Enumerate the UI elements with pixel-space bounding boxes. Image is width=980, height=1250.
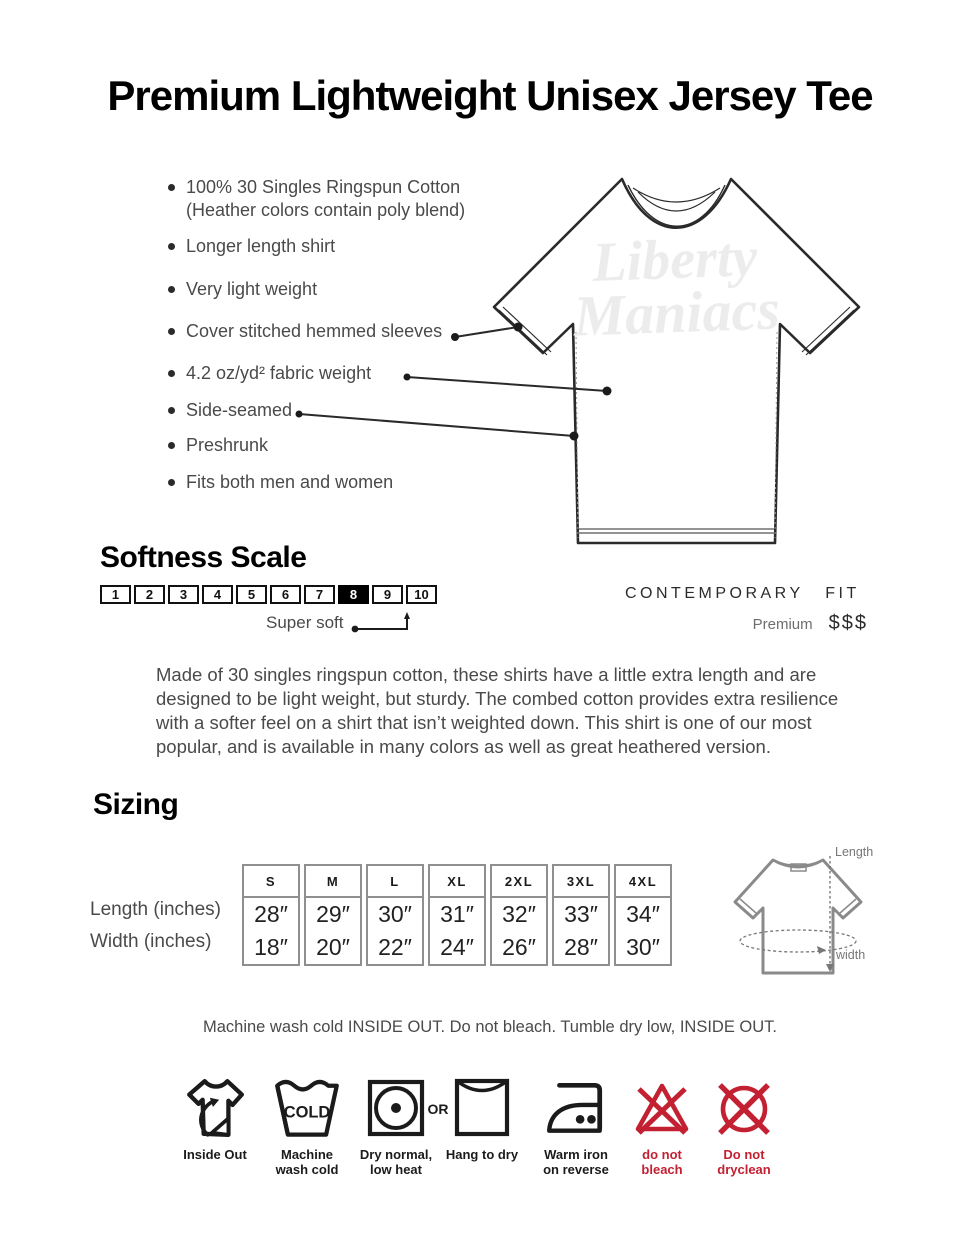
feature-text: Fits both men and women <box>186 472 394 492</box>
machine-wash-cold-icon <box>273 1075 341 1141</box>
care-item-do-not-bleach <box>618 1075 706 1177</box>
scale-box-2: 2 <box>134 585 165 604</box>
care-item-machine-wash <box>262 1075 352 1177</box>
warm-iron-icon <box>543 1075 609 1141</box>
care-item-inside-out <box>170 1075 260 1163</box>
scale-box-8-active: 8 <box>338 585 369 604</box>
care-label: Warm iron on reverse <box>543 1147 609 1177</box>
size-header: 4XL <box>616 866 670 898</box>
size-header: L <box>368 866 422 898</box>
length-diagram-label: Length <box>835 845 874 859</box>
care-label: Inside Out <box>183 1147 247 1162</box>
size-col-l <box>366 864 424 966</box>
length-row-label: Length (inches) <box>90 899 221 920</box>
care-item-hang-dry <box>438 1075 526 1163</box>
care-label: do not bleach <box>641 1147 683 1177</box>
length-value: 30″ <box>378 901 412 927</box>
care-item-warm-iron <box>528 1075 624 1177</box>
care-label: Machine wash cold <box>275 1147 339 1177</box>
size-col-xl <box>428 864 486 966</box>
size-col-4xl <box>614 864 672 966</box>
size-col-s <box>242 864 300 966</box>
fit-tier: Premium <box>752 616 813 633</box>
page-title: Premium Lightweight Unisex Jersey Tee <box>107 72 873 119</box>
care-item-tumble-dry <box>352 1075 440 1177</box>
product-description: Made of 30 singles ringspun cotton, these shirts have a little extra length and are designed to be light weight, but sturdy. The combed cotton provides extra resilience with a softer feel on a shirt that isn’t weighted down. This shirt is one of our most popular, and is available in many colors as well as great heathered version. <box>156 664 839 757</box>
size-header: M <box>306 866 360 898</box>
scale-box-4: 4 <box>202 585 233 604</box>
length-value: 29″ <box>316 901 350 927</box>
width-value: 28″ <box>564 934 598 960</box>
width-value: 30″ <box>626 934 660 960</box>
length-value: 31″ <box>440 901 474 927</box>
softness-scale-heading: Softness Scale <box>100 541 307 574</box>
care-or-label: OR <box>427 1101 449 1117</box>
leader-lines <box>299 327 607 436</box>
fit-label: CONTEMPORARY FIT <box>625 585 860 602</box>
width-row-label: Width (inches) <box>90 931 212 952</box>
scale-box-7: 7 <box>304 585 335 604</box>
do-not-dryclean-icon <box>712 1075 776 1141</box>
feature-text: Preshrunk <box>186 435 269 455</box>
super-soft-arrow-icon <box>350 612 416 638</box>
width-value: 18″ <box>254 934 288 960</box>
softness-scale <box>100 585 437 604</box>
feature-text: Very light weight <box>186 279 318 299</box>
fit-price: $$$ <box>828 612 868 634</box>
hang-to-dry-icon <box>452 1075 512 1141</box>
sizing-heading: Sizing <box>93 788 179 821</box>
width-value: 24″ <box>440 934 474 960</box>
feature-text: 4.2 oz/yd² fabric weight <box>186 363 372 383</box>
length-value: 32″ <box>502 901 536 927</box>
size-table <box>242 864 672 966</box>
watermark-logo <box>570 225 781 348</box>
watermark-line2: Maniacs <box>572 276 781 349</box>
size-col-2xl <box>490 864 548 966</box>
feature-text: Side-seamed <box>186 400 293 420</box>
size-diagram <box>725 838 890 988</box>
feature-text: Longer length shirt <box>186 236 336 256</box>
care-instructions: Machine wash cold INSIDE OUT. Do not bleach. Tumble dry low, INSIDE OUT. <box>202 1018 778 1036</box>
care-label: Dry normal, low heat <box>359 1147 433 1177</box>
watermark-line1: Liberty <box>591 226 759 294</box>
feature-text: Cover stitched hemmed sleeves <box>186 321 443 341</box>
care-label: Hang to dry <box>445 1147 519 1162</box>
super-soft-annotation <box>266 612 416 638</box>
feature-text: 100% 30 Singles Ringspun Cotton (Heather colors contain poly blend) <box>186 177 466 220</box>
tshirt-illustration <box>0 150 980 560</box>
care-item-do-not-dryclean <box>700 1075 788 1177</box>
width-diagram-label: width <box>836 948 866 962</box>
width-value: 20″ <box>316 934 350 960</box>
leader-dots <box>296 323 612 441</box>
scale-box-3: 3 <box>168 585 199 604</box>
size-header: S <box>244 866 298 898</box>
do-not-bleach-icon <box>630 1075 694 1141</box>
cold-badge: COLD <box>283 1103 331 1122</box>
size-col-m <box>304 864 362 966</box>
inside-out-icon <box>182 1075 248 1141</box>
super-soft-label: Super soft <box>266 613 344 632</box>
care-label: Do not dryclean <box>717 1147 771 1177</box>
width-value: 26″ <box>502 934 536 960</box>
scale-box-5: 5 <box>236 585 267 604</box>
length-value: 33″ <box>564 901 598 927</box>
size-col-3xl <box>552 864 610 966</box>
width-value: 22″ <box>378 934 412 960</box>
scale-box-9: 9 <box>372 585 403 604</box>
length-value: 34″ <box>626 901 660 927</box>
length-value: 28″ <box>254 901 288 927</box>
scale-box-10: 10 <box>406 585 437 604</box>
scale-box-1: 1 <box>100 585 131 604</box>
size-header: 2XL <box>492 866 546 898</box>
tumble-dry-icon <box>364 1075 428 1141</box>
fit-block <box>625 585 868 635</box>
scale-box-6: 6 <box>270 585 301 604</box>
size-header: 3XL <box>554 866 608 898</box>
size-header: XL <box>430 866 484 898</box>
fit-price-row <box>625 612 868 635</box>
